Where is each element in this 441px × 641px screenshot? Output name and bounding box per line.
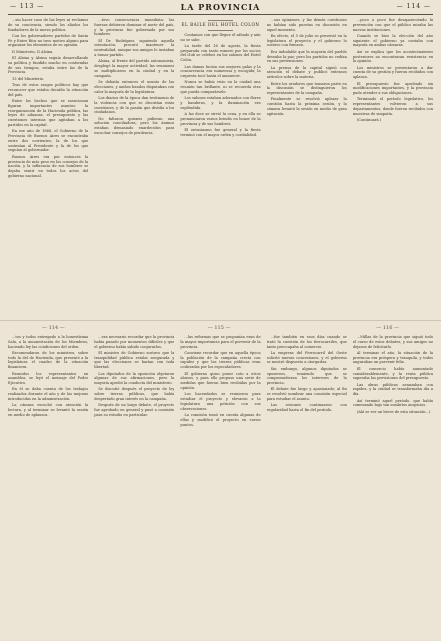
bottom-columns bbox=[8, 335, 433, 637]
paragraph: Los salones estaban adornados con flores y banderas, y la iluminación era espléndida. bbox=[180, 96, 261, 110]
lower-page-number-left: — 114 — bbox=[42, 325, 65, 331]
paragraph: La tarde del 16 de agosto, la fiesta preparada con tanto esmero por los socios del club se celebró en los salones del Hotel Colón. bbox=[180, 43, 261, 63]
paragraph: A las doce se sirvió la cena, y en ella se pronunciaron varios brindis en honor de la provincia y de sus hombres. bbox=[180, 112, 261, 126]
paragraph: La cámara escuchó con atención la lectura, y al terminar se levantó la sesión en medio de aplausos. bbox=[8, 403, 89, 417]
paragraph: ...poco a poco fue desapareciendo la prevención con que el público miraba las nuevas instituciones. bbox=[352, 18, 434, 32]
text-column bbox=[8, 335, 88, 637]
paragraph: El entusiasmo fue general y la fiesta terminó con el mayor orden y cordialidad. bbox=[180, 128, 261, 137]
paragraph: El Alsina y Alsina seguía desarrollando su política y fundido mucho en contiendas de sus tiempos, estaba entre las de la Provincia. bbox=[8, 56, 89, 75]
paragraph: Sin embargo, algunos diputados se opusieron, temiendo que se comprometieran los intereses de la provincia. bbox=[266, 366, 347, 386]
paragraph: La comisión tomó en cuenta algunas de ellas y modificó el proyecto en varios puntos. bbox=[180, 412, 261, 427]
paragraph: Era indudable que la mayoría del pueblo deseaba la paz; pero los partidos no cedían en sus pretensiones. bbox=[266, 49, 347, 64]
paragraph: ...las reformas que se proponían eran de la mayor importancia para el porvenir de la provincia. bbox=[180, 335, 261, 349]
heading-divider bbox=[208, 30, 232, 31]
lower-page-number-mid: — 115 — bbox=[207, 325, 231, 331]
paragraph: Los diputados de la oposición objetaron algunas de sus afirmaciones, pero la mayoría aprobó la conducta del ministerio. bbox=[94, 371, 175, 386]
paragraph: En ese año de 1866, el Gobierno de la Provincia de Buenos Aires se encontraba entre dos corrientes; la de los que sostenían al Presidente y la de los que seguían al gobernador. bbox=[8, 129, 89, 153]
paragraph: Los ministros se presentaron a dar cuenta de su gestión y fueron recibidos con aplauso. bbox=[352, 65, 434, 80]
paragraph: Entre los oradores que tomaron parte en la discusión se distinguieron los representantes de la campaña. bbox=[266, 81, 347, 96]
paragraph: Al terminar el año, la situación de la provincia era próspera y tranquila, y todos auguraban un porvenir feliz. bbox=[352, 350, 434, 365]
paragraph: Alsina, al frente del partido autonomista, desplegó la mayor actividad; las reuniones se multiplicaron en la ciudad y en la campaña. bbox=[94, 59, 175, 78]
paragraph: El ministro de Gobierno sostuvo que la tranquilidad pública estaba asegurada y que las elecciones se harían con toda libertad. bbox=[94, 350, 175, 370]
paragraph: Así terminó aquel período, que había comenzado bajo tan sombríos auspicios. bbox=[352, 398, 434, 408]
paragraph: Entre los hechos que se mencionan figuran importantes asuntos: la reorganización de la Hacienda pública, las leyes de aduanas, el presupuesto y las cuestiones internas que agitaban a los partidos en la capital. bbox=[8, 98, 89, 127]
paragraph: Contamos con que llegue el sábado y aún no se sabe. bbox=[180, 32, 261, 42]
paragraph: Las damas lucían sus mejores galas y la concurrencia era numerosa y escogida; la orquesta tocó hasta el amanecer. bbox=[180, 64, 261, 79]
text-column bbox=[267, 335, 347, 637]
paragraph: Se debatía entonces el asunto de las elecciones, y ambos bandos disputaban con calor la mayoría de la legislatura. bbox=[94, 80, 175, 94]
paragraph: (Continuará.) bbox=[356, 118, 382, 123]
paragraph: Así se explica que los acontecimientos posteriores no encontraran resistencia en la opinión. bbox=[352, 49, 434, 64]
paragraph: En él se daba cuenta de los trabajos realizados durante el año y de las mejoras introducidas en la administración. bbox=[8, 387, 89, 402]
lower-page bbox=[0, 320, 441, 641]
paragraph: ...tos y todos entregado a la honestísima Sala, a la amonestación de los Miembros, haciendo ley las condiciones del orden. bbox=[8, 335, 89, 349]
page-number-right: — 114 — bbox=[396, 3, 431, 10]
paragraph: Después de un largo debate, el proyecto fue aprobado en general y pasó a comisión para su estudio en particular. bbox=[94, 403, 175, 417]
text-column bbox=[267, 18, 347, 316]
paragraph: Las sesiones continuaron con regularidad hasta el fin del período. bbox=[266, 403, 347, 413]
lower-page-number-right: — 116 — bbox=[376, 325, 399, 331]
top-columns bbox=[8, 18, 433, 316]
page-number-left: — 113 — bbox=[10, 3, 45, 10]
paragraph: ...era necesario recordar que la provincia había pasado por momentos difíciles y que el gobierno había sabido conjurarlos. bbox=[94, 335, 175, 349]
paragraph: Nunca se había visto en la ciudad una reunión tan brillante, ni se recuerda otra que pueda comparársele. bbox=[180, 80, 261, 95]
paragraph: Buenos Aires era por entonces la provincia de más peso en los consejos de la nación, y la influencia de sus hombres se dejaba sentir en todos los actos del gobierno nacional. bbox=[8, 154, 89, 178]
paragraph: Recomendaron de los ministros, sobre todo la del de Hacienda, que presentó a la legislatura el cuadro de la situación financiera. bbox=[8, 350, 89, 370]
paragraph: ...fue también en esos días cuando se trató la cuestión de los ferrocarriles, que tanto preocupaba al comercio. bbox=[266, 335, 347, 349]
paragraph: II Ministerio, II Alsina. bbox=[12, 49, 54, 54]
masthead bbox=[8, 2, 433, 15]
paragraph: No faltaron quienes pidieran una solución conciliadora; pero los ánimos estaban demasiado enardecidos para escuchar consejos de prudencia. bbox=[94, 116, 175, 136]
paragraph: Finalmente se resolvió aplazar la cuestión hasta la próxima sesión, y la cámara levantó la sesión en medio de gran agitación. bbox=[266, 97, 347, 116]
paragraph: El comercio había aumentado considerablemente, y la renta pública superaba las previsiones del presupuesto. bbox=[352, 366, 434, 381]
text-column bbox=[94, 18, 174, 316]
text-column bbox=[8, 18, 88, 316]
text-column bbox=[180, 335, 260, 637]
paragraph: En efecto, el 5 de julio se presentó en la legislatura el proyecto y el gobierno lo sostuvo con firmeza. bbox=[266, 33, 347, 48]
paragraph: El debate fue largo y apasionado; al fin se resolvió nombrar una comisión especial para estudiar el asunto. bbox=[266, 387, 347, 402]
paragraph: La empresa del Ferrocarril del Oeste solicitó nuevas concesiones, y el gobierno se mostró dispuesto a otorgarlas. bbox=[266, 350, 347, 365]
text-column bbox=[94, 335, 174, 637]
paragraph: Los diarios de la época dan testimonio de la violencia con que se discutían estas cuestiones, y de la pasión que dividía a los ciudadanos. bbox=[94, 95, 175, 115]
text-column bbox=[180, 18, 260, 316]
paragraph: Los hacendados se reunieron para estudiar el proyecto y elevaron a la legislatura una petición con sus observaciones. bbox=[180, 392, 261, 411]
heading-divider bbox=[208, 20, 232, 21]
paragraph: Las obras públicas avanzaban con rapidez, y la ciudad se transformaba día a día. bbox=[352, 382, 434, 397]
text-column bbox=[353, 18, 433, 316]
paragraph: Reunidos los representantes en asamblea, se leyó el mensaje del Poder Ejecutivo. bbox=[8, 371, 89, 386]
paragraph: Terminado el período legislativo, los representantes volvieron a sus departamentos, donde fueron recibidos con muestras de simpatía. bbox=[352, 97, 434, 116]
paragraph: ...tuvo consecuencia inmediata: las fuerzas debieron dominar el norte del país, y la provincia fue gobernada por sus hombres. bbox=[94, 18, 175, 37]
paragraph: El Dr. Rodríguez, siguiendo aquella orientación, procuró mantener la neutralidad, aunque sus amigos le instaban a tomar partido. bbox=[94, 38, 175, 58]
paragraph: La prensa de la capital siguió con atención el debate y publicó extensos artículos sobre la materia. bbox=[266, 65, 347, 80]
text-column bbox=[353, 335, 433, 637]
paragraph: Conviene recordar que en aquella época la población de la campaña crecía con rapidez y que las tierras públicas eran codiciadas por los especuladores. bbox=[180, 350, 261, 370]
paragraph: ...Millas de la provincia que siguió todo el curso de estos debates, y sus amigos no dejaron de felicitarlo. bbox=[352, 335, 434, 349]
article-heading: EL BAILE DEL HOTEL COLON bbox=[181, 22, 260, 27]
paragraph: Se discutió después el proyecto de ley sobre tierras públicas, que había despertado gran interés en la campaña. bbox=[94, 387, 175, 402]
paragraph: ...sin hacer caso de las leyes ni reclamos de su conciencia, siendo los aliados los fundadores de la nueva política. bbox=[8, 18, 89, 32]
paragraph: El presupuesto fue aprobado sin modificaciones importantes, y la provincia pudo atender a sus obligaciones. bbox=[352, 81, 434, 96]
paragraph: 13 del Ministerio. bbox=[12, 76, 45, 81]
lower-page-numbers bbox=[8, 323, 433, 333]
paragraph: Cuando se hizo la elección del año siguiente el gobierno ya contaba con mayoría en ambas cámaras. bbox=[352, 33, 434, 48]
newspaper-title: LA PROVINCIA bbox=[180, 2, 261, 12]
upper-page bbox=[0, 0, 441, 320]
paragraph: El gobierno quiso poner coto a estos abusos, y para ello propuso una serie de medidas que fueron bien recibidas por la opinión. bbox=[180, 371, 261, 390]
paragraph: Tras de estos rasgos políticos hay que reconocer que estaba decaída la situación del país. bbox=[8, 83, 89, 97]
paragraph: Con los gobernadores partidos de Santa Fe y Entre Ríos no tuvo motivo alguno para organizar los elementos de su opinión. bbox=[8, 33, 89, 48]
paragraph: (Ahí se ver un breve de esta situación...) bbox=[356, 409, 431, 414]
paragraph: ...sus opiniones, y las demás cuestiones no habían sido puestas en discusión en aquel momento. bbox=[266, 18, 347, 32]
